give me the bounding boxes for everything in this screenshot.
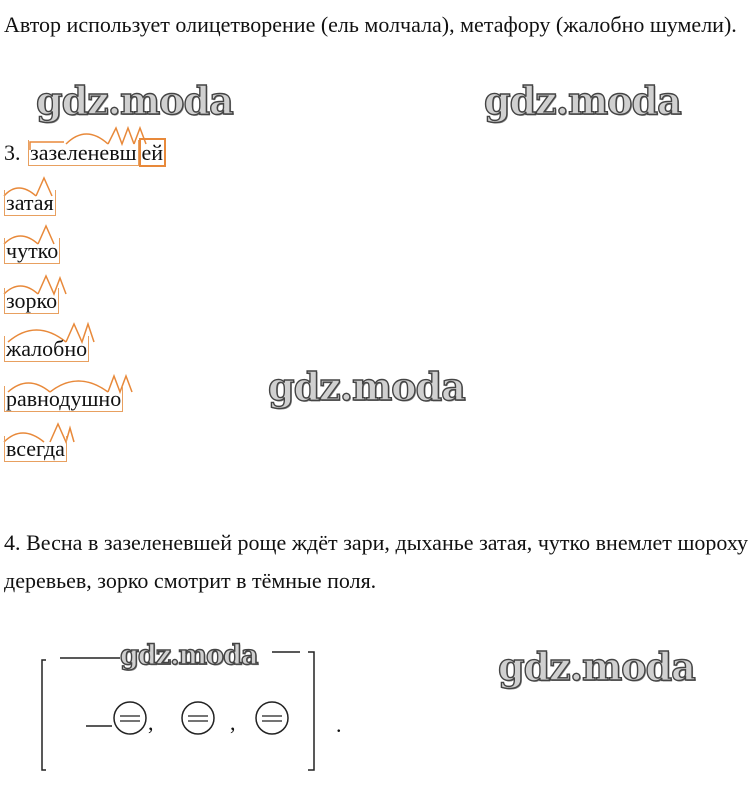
paragraph-1: Автор использует олицетворение (ель молчала), метафору (жалобно шумели). xyxy=(4,12,737,37)
member-circle xyxy=(182,702,214,734)
watermark: gdz.moda xyxy=(36,78,233,123)
member-circle xyxy=(114,702,146,734)
morpheme-word xyxy=(4,190,56,216)
right-bracket xyxy=(308,652,314,770)
watermark: gdz.moda xyxy=(498,644,695,689)
word-ending-box: ей xyxy=(139,138,167,167)
word-base: зорко xyxy=(6,288,58,313)
word-base: чутко xyxy=(6,238,59,263)
paragraph-4: 4. Весна в зазеленевшей роще ждёт зари, дыханье затая, чутко внемлет шороху деревьев, зорко смотрит в тёмные поля. xyxy=(4,530,748,593)
scheme-comma: , xyxy=(148,710,154,735)
word-base: всегда xyxy=(6,436,65,461)
morpheme-word xyxy=(4,288,59,314)
word-base: затая xyxy=(6,190,54,215)
item-3-number: 3. xyxy=(4,140,21,165)
left-bracket xyxy=(42,660,46,770)
word-base: жалобно xyxy=(6,336,88,361)
sentence-scheme xyxy=(0,630,751,805)
root-arc xyxy=(66,134,108,144)
morpheme-word xyxy=(4,336,89,362)
morpheme-word xyxy=(4,386,123,412)
morpheme-word xyxy=(4,238,60,264)
watermark: gdz.moda xyxy=(484,78,681,123)
scheme-comma: , xyxy=(230,710,236,735)
prefix-mark xyxy=(30,142,64,150)
word-base: зазеленевш xyxy=(30,140,137,165)
morpheme-word xyxy=(4,436,67,462)
suffix-mark xyxy=(108,128,134,144)
member-circle xyxy=(256,702,288,734)
scheme-period: . xyxy=(336,712,342,737)
suffix-mark xyxy=(134,128,146,144)
word-base: равнодушно xyxy=(6,386,122,411)
watermark: gdz.moda xyxy=(268,364,465,409)
watermark: gdz.moda xyxy=(120,640,258,671)
